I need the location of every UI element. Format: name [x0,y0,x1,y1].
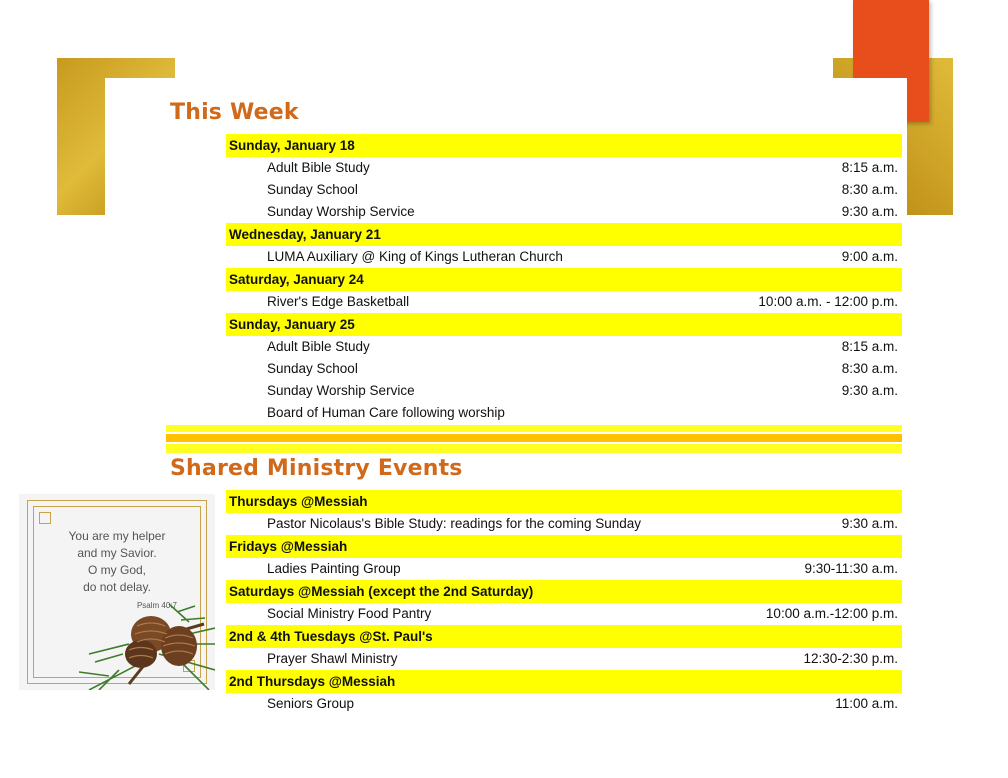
event-name: Sunday School [267,182,358,197]
event-time: 9:30 a.m. [841,204,898,219]
event-row [226,358,902,380]
event-name: Sunday Worship Service [267,383,415,398]
event-time: 12:30-2:30 p.m. [803,651,898,666]
event-row [226,157,902,179]
day-header: Wednesday, January 21 [226,223,902,246]
event-time: 11:00 a.m. [835,696,898,711]
verse-line: do not delay. [83,580,151,594]
event-name: Seniors Group [267,696,355,711]
verse-line: O my God, [87,563,146,577]
event-row [226,402,902,424]
pinecone-illustration [19,494,215,690]
event-time: 9:00 a.m. [841,249,898,264]
event-name: Ladies Painting Group [267,561,401,576]
event-time: 8:15 a.m. [841,339,898,354]
group-header: Fridays @Messiah [226,535,902,558]
event-name: River's Edge Basketball [267,294,410,309]
separator-stripe [166,434,902,442]
event-row [226,179,902,201]
event-time: 8:15 a.m. [841,160,898,175]
event-row [226,291,902,313]
group-header: Saturdays @Messiah (except the 2nd Saturday) [226,580,902,603]
event-row [226,201,902,223]
day-header: Saturday, January 24 [226,268,902,291]
event-time: 10:00 a.m.-12:00 p.m. [765,606,898,621]
event-name: Sunday School [267,361,358,376]
verse-reference: Psalm 40:7 [136,601,177,610]
event-time: 9:30 a.m. [841,383,898,398]
event-row [226,558,902,580]
group-header: 2nd & 4th Tuesdays @St. Paul's [226,625,902,648]
event-row [226,648,902,670]
shared-ministry-heading: Shared Ministry Events [170,456,463,481]
this-week-table [226,134,902,424]
day-header: Sunday, January 25 [226,313,902,336]
event-row [226,336,902,358]
event-time: 10:00 a.m. - 12:00 p.m. [758,294,898,309]
verse-line: You are my helper [68,529,166,543]
shared-ministry-table [226,490,902,715]
group-header: 2nd Thursdays @Messiah [226,670,902,693]
group-header: Thursdays @Messiah [226,490,902,513]
event-row [226,246,902,268]
verse-card [19,494,215,690]
event-name: Social Ministry Food Pantry [267,606,432,621]
separator-stripe [166,444,902,453]
verse-line: and my Savior. [77,546,157,560]
event-time: 9:30 a.m. [841,516,898,531]
event-row [226,693,902,715]
event-name: Pastor Nicolaus's Bible Study: readings for the coming Sunday [267,516,642,531]
event-row [226,380,902,402]
separator-stripe [166,425,902,432]
day-header: Sunday, January 18 [226,134,902,157]
event-row [226,513,902,535]
event-time: 8:30 a.m. [841,182,898,197]
event-name: Adult Bible Study [267,160,370,175]
event-name: Prayer Shawl Ministry [267,651,398,666]
event-time: 9:30-11:30 a.m. [804,561,898,576]
event-name: Board of Human Care following worship [267,405,505,420]
event-row [226,603,902,625]
event-name: Sunday Worship Service [267,204,415,219]
event-name: LUMA Auxiliary @ King of Kings Lutheran Church [267,249,563,264]
event-time: 8:30 a.m. [841,361,898,376]
event-name: Adult Bible Study [267,339,370,354]
this-week-heading: This Week [170,100,299,125]
